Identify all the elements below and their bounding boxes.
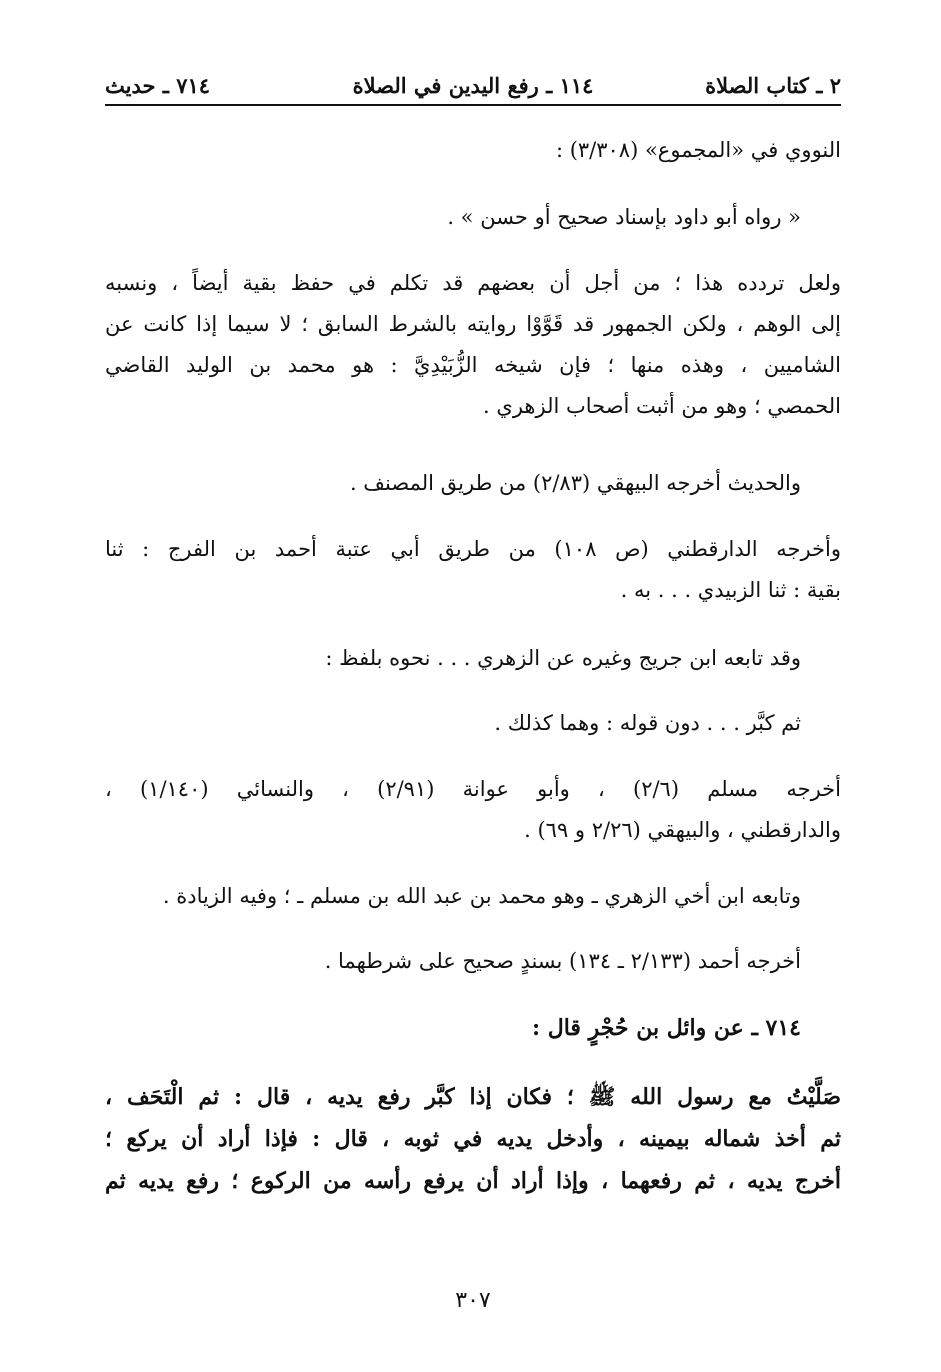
header-chapter-title: ١١٤ ـ رفع اليدين في الصلاة <box>352 73 594 98</box>
quoted-line: « رواه أبو داود بإسناد صحيح أو حسن » . <box>447 205 801 229</box>
text-line: والحديث أخرجه البيهقي (٢/٨٣) من طريق المصنف . <box>349 471 801 495</box>
book-page <box>105 60 841 1360</box>
text-line: النووي في «المجموع» (٣/٣٠٨) : <box>555 138 841 162</box>
text-line: والدارقطني ، والبيهقي (٢/٢٦ و ٦٩) . <box>524 818 841 842</box>
text-line: وقد تابعه ابن جريج وغيره عن الزهري . . . نحوه بلفظ : <box>325 646 801 670</box>
header-hadith-number: ٧١٤ ـ حديث <box>105 73 211 98</box>
text-line: وتابعه ابن أخي الزهري ـ وهو محمد بن عبد الله بن مسلم ـ ؛ وفيه الزيادة . <box>162 884 801 908</box>
hadith-text-line: أخرج يديه ، ثم رفعهما ، وإذا أراد أن يرفع رأسه من الركوع ؛ رفع يديه ثم <box>105 1168 841 1194</box>
hadith-text-line: صَلَّيْتُ مع رسول الله ﷺ ؛ فكان إذا كبَّر رفع يديه ، قال : ثم الْتَحَف ، <box>105 1084 841 1110</box>
page-number: ٣٠٧ <box>455 1288 491 1313</box>
text-line: الحمصي ؛ وهو من أثبت أصحاب الزهري . <box>483 394 841 418</box>
hadith-text-line: ثم أخذ شماله بيمينه ، وأدخل يديه في ثوبه ، قال : فإذا أراد أن يركع ؛ <box>105 1126 841 1152</box>
hadith-heading: ٧١٤ ـ عن وائل بن حُجْرٍ قال : <box>531 1015 801 1041</box>
text-line: ثم كبَّر . . . دون قوله : وهما كذلك . <box>494 711 801 735</box>
header-book-title: ٢ ـ كتاب الصلاة <box>705 73 841 98</box>
text-line: أخرجه مسلم (٢/٦) ، وأبو عوانة (٢/٩١) ، والنسائي (١/١٤٠) ، <box>105 777 841 801</box>
text-line: إلى الوهم ، ولكن الجمهور قد قَوَّوْا روايته بالشرط السابق ؛ لا سيما إذا كانت عن <box>105 312 841 336</box>
text-line: وأخرجه الدارقطني (ص ١٠٨) من طريق أبي عتبة أحمد بن الفرج : ثنا <box>105 537 841 561</box>
running-header <box>105 60 841 106</box>
text-line: أخرجه أحمد (٢/١٣٣ ـ ١٣٤) بسندٍ صحيح على شرطهما . <box>324 949 801 973</box>
text-line: بقية : ثنا الزبيدي . . . به . <box>620 578 841 602</box>
text-line: ولعل تردده هذا ؛ من أجل أن بعضهم قد تكلم في حفظ بقية أيضاً ، ونسبه <box>105 271 841 295</box>
text-line: الشاميين ، وهذه منها ؛ فإن شيخه الزُّبَيْدِيَّ : هو محمد بن الوليد القاضي <box>105 353 841 377</box>
